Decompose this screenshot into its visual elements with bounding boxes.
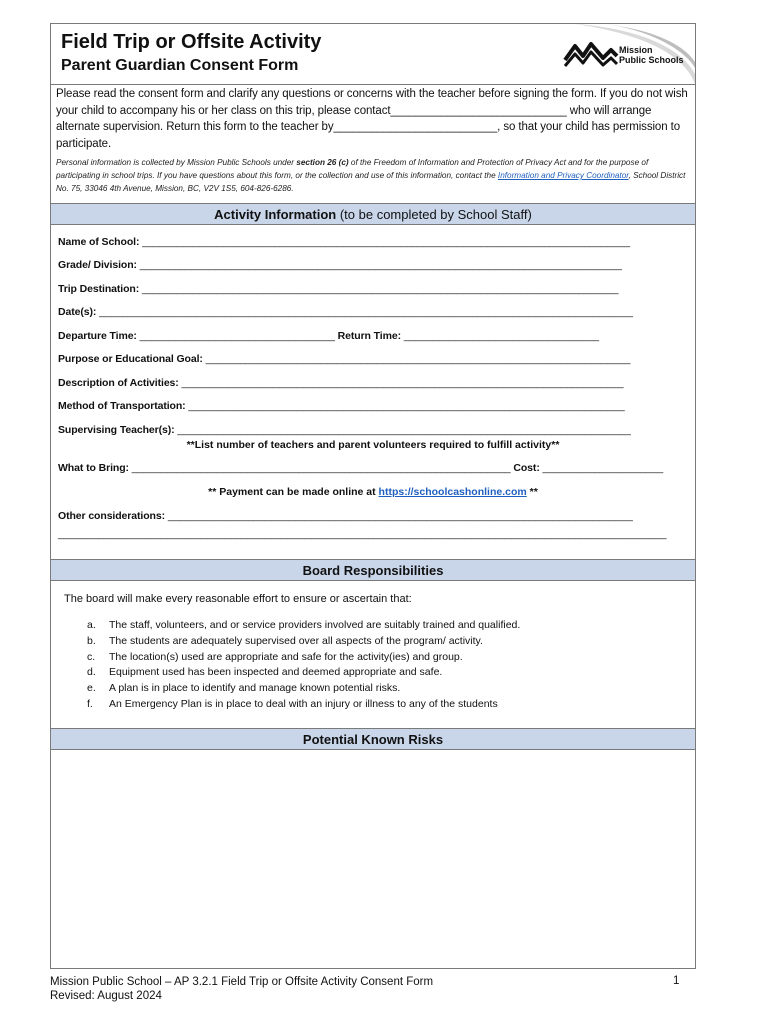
list-item (87, 681, 520, 697)
risks-heading: Potential Known Risks (302, 732, 444, 747)
activity-heading-note: (to be completed by School Staff) (336, 207, 532, 222)
footer-revised: Revised: August 2024 (50, 990, 162, 1002)
payment-prefix: ** Payment can be made online at (208, 486, 379, 498)
school-name-blank[interactable]: _____________________________________________________________________________________ (142, 236, 631, 248)
list-item-letter: f. (87, 697, 93, 710)
payment-suffix: ** (526, 486, 538, 498)
consent-form (50, 23, 696, 969)
payment-note (51, 486, 695, 498)
departure-time-label: Departure Time: (58, 330, 140, 342)
payment-link[interactable]: https://schoolcashonline.com (378, 486, 527, 498)
list-item-text: Equipment used has been inspected and deemed appropriate and safe. (109, 666, 443, 679)
intro-paragraph: Please read the consent form and clarify any questions or concerns with the teacher before signing the form. If you do not wish your child to accompany his or her class on this trip, please contact____________________________ who will arrange alternate supervision. Return this form to the teacher by__________________________, so that your child has permission to participate. (56, 88, 688, 150)
purpose-label: Purpose or Educational Goal: (58, 353, 206, 365)
list-item (87, 634, 520, 650)
logo-text (619, 45, 689, 65)
board-heading: Board Responsibilities (302, 563, 444, 578)
privacy-text-3: , School District No. 75, 33046 4th Avenue, Mission, BC, V2V 1S5, 604-826-6286. (56, 171, 686, 193)
purpose-blank[interactable]: __________________________________________________________________________ (205, 353, 631, 365)
dates-blank[interactable]: _____________________________________________________________________________________________ (99, 306, 633, 318)
other-considerations-blank[interactable]: _________________________________________________________________________________ (167, 510, 633, 522)
form-title: Field Trip or Offsite Activity (61, 31, 322, 53)
list-item-letter: c. (87, 650, 96, 663)
list-item-letter: d. (87, 666, 96, 679)
list-item-text: The students are adequately supervised over all aspects of the program/ activity. (109, 634, 483, 647)
list-item-text: An Emergency Plan is in place to deal with an injury or illness to any of the students (109, 697, 498, 710)
transportation-field[interactable] (58, 400, 625, 412)
activity-heading: Activity Information (214, 207, 337, 222)
list-item-text: The staff, volunteers, and or service providers involved are suitably trained and qualified. (109, 619, 521, 631)
privacy-notice (56, 156, 686, 195)
trip-destination-blank[interactable]: ___________________________________________________________________________________ (141, 283, 619, 295)
trip-destination-field[interactable] (58, 283, 618, 295)
logo-line-1: Mission (619, 45, 653, 55)
list-item (87, 650, 520, 666)
grade-division-field[interactable] (58, 259, 622, 271)
bring-cost-field[interactable] (58, 462, 663, 474)
other-considerations-field[interactable] (58, 510, 633, 522)
list-item-letter: b. (87, 634, 96, 647)
list-item-text: The location(s) used are appropriate and safe for the activity(ies) and group. (109, 650, 463, 663)
description-field[interactable] (58, 377, 623, 389)
privacy-section: section 26 (c) (296, 158, 349, 167)
purpose-field[interactable] (58, 353, 630, 365)
departure-time-blank[interactable]: __________________________________ (139, 330, 335, 342)
teachers-note: **List number of teachers and parent volunteers required to fulfill activity** (186, 439, 560, 451)
description-blank[interactable]: _____________________________________________________________________________ (181, 377, 624, 389)
times-field[interactable] (58, 330, 599, 342)
grade-division-label: Grade/ Division: (58, 259, 140, 271)
cost-label: Cost: (510, 462, 543, 474)
what-to-bring-blank[interactable]: __________________________________________________________________ (131, 462, 511, 474)
other-considerations-line-2[interactable] (58, 528, 666, 540)
logo-line-2: Public Schools (619, 55, 684, 65)
footer-doc-title: Mission Public School – AP 3.2.1 Field Trip or Offsite Activity Consent Form (50, 976, 434, 988)
trip-destination-label: Trip Destination: (58, 283, 142, 295)
form-header (51, 24, 695, 85)
what-to-bring-label: What to Bring: (58, 462, 132, 474)
list-item (87, 697, 520, 713)
description-label: Description of Activities: (58, 377, 182, 389)
school-name-label: Name of School: (58, 236, 143, 248)
list-item (87, 618, 520, 634)
risks-section-header (51, 728, 695, 750)
school-name-field[interactable] (58, 236, 630, 248)
other-considerations-label: Other considerations: (58, 510, 168, 522)
transportation-label: Method of Transportation: (58, 400, 189, 412)
list-item-letter: e. (87, 682, 96, 695)
return-time-blank[interactable]: __________________________________ (403, 330, 599, 342)
list-item-letter: a. (87, 619, 96, 631)
board-section-header (51, 559, 695, 581)
supervising-teachers-blank[interactable]: _______________________________________________________________________________ (177, 424, 631, 436)
board-intro: The board will make every reasonable effort to ensure or ascertain that: (64, 593, 412, 605)
cost-blank[interactable]: _____________________ (542, 462, 664, 474)
list-item (87, 665, 520, 681)
mission-logo-icon (563, 38, 619, 68)
dates-label: Date(s): (58, 306, 100, 318)
supervising-teachers-field[interactable] (58, 424, 631, 436)
return-time-label: Return Time: (334, 330, 404, 342)
privacy-coordinator-link[interactable]: Information and Privacy Coordinator (497, 171, 629, 180)
grade-division-blank[interactable]: ____________________________________________________________________________________ (139, 259, 622, 271)
privacy-text-2: of the Freedom of Information and Protection of Privacy Act and for the purpose of participating in school trips. If you have questions about this form, or the collection and use of this information, contact the (56, 158, 649, 180)
other-considerations-blank-2[interactable]: __________________________________________________________________________________________________________ (58, 528, 667, 540)
list-item-text: A plan is in place to identify and manage known potential risks. (109, 682, 401, 695)
board-responsibility-list (87, 618, 520, 713)
supervising-teachers-label: Supervising Teacher(s): (58, 424, 178, 436)
activity-section-header (51, 203, 695, 225)
privacy-text-1: Personal information is collected by Mission Public Schools under (56, 158, 297, 167)
risks-text-area[interactable] (51, 751, 695, 968)
page-number: 1 (673, 975, 680, 987)
footer (50, 975, 433, 1003)
form-subtitle: Parent Guardian Consent Form (61, 57, 299, 74)
transportation-blank[interactable]: ____________________________________________________________________________ (188, 400, 625, 412)
dates-field[interactable] (58, 306, 633, 318)
